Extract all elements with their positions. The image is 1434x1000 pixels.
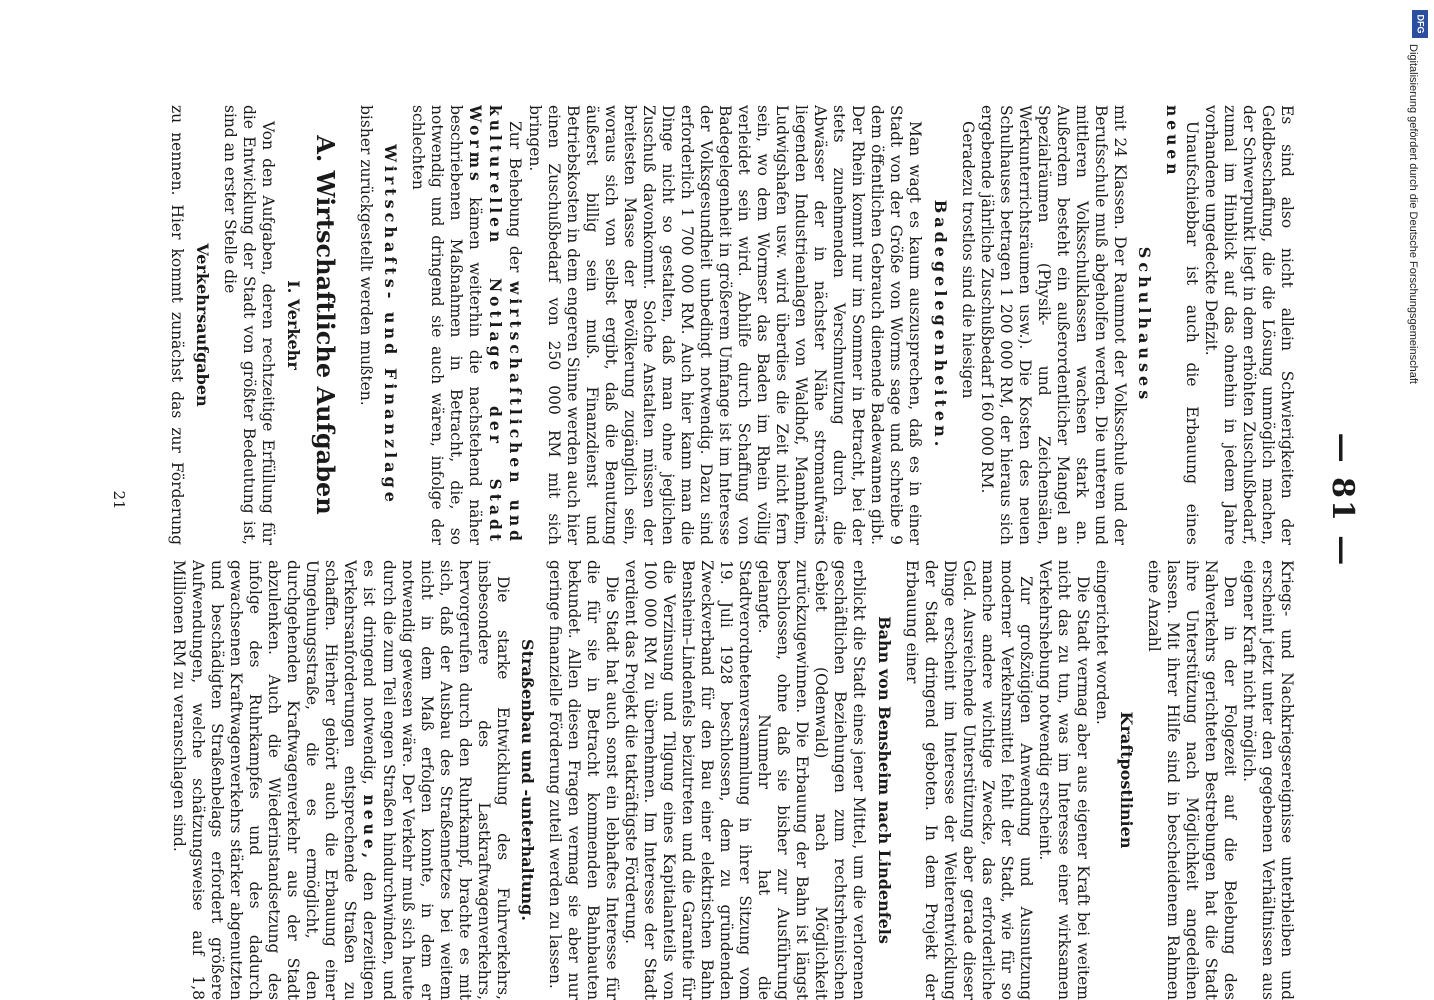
paragraph: Die Stadt vermag aber aus eigener Kraft bei weitem nicht das zu tun, was im Interesse einer wirksamen Verkehrshebung notwendig erscheint. [1035, 560, 1092, 1000]
paragraph: erblickt die Stadt eines jener Mittel, um die verlorenen geschäftlichen Beziehungen zum rechtsrheinischen Gebiet (Odenwald) nach Möglichkeit zurückzugewinnen. Die Erbauung der Bahn ist längst beschlossen, ohne daß sie bisher zur Ausführung gelangte. Nunmehr hat die Stadtverordnetenversammlung in ihrer Sitzung vom 19. Juli 1928 beschlossen, dem zu gründenden Zweckverband für den Bau einer elektrischen Bahn Bensheim–Lindenfels beizutreten und die Garantie für die Verzinsung und Tilgung eines Kapitalanteils von 100 000 RM zu übernehmen. Im Interesse der Stadt verdient das Projekt die tatkräftigste Förderung. [622, 560, 869, 1000]
heading-bahn: Bahn von Bensheim nach Lindenfels [874, 616, 894, 944]
heading-verkehr: I. Verkehr [283, 280, 303, 370]
paragraph: Von den Aufgaben, deren rechtzeitige Erfüllung für die Entwicklung der Stadt von größter Bedeutung ist, sind an erster Stelle die [220, 105, 277, 545]
digitization-credit: Digitalisierung gefördert durch die Deutsche Forschungsgemeinschaft [1407, 44, 1419, 384]
heading-schulhaus: Schulhauses [1135, 246, 1155, 404]
paragraph-text: Unaufschiebbar ist auch die Erbauung eines [1183, 121, 1202, 545]
paragraph: eingerichtet worden. [1092, 560, 1111, 725]
heading-section-a: A. Wirtschaftliche Aufgaben [310, 135, 340, 515]
heading-wirtschaftslage: Wirtschafts- und Finanzlage [381, 144, 401, 506]
paragraph: Es sind also nicht allein Schwierigkeiten der Geldbeschaffung, die die Lösung unmöglich machen, der Schwerpunkt liegt in dem erhöhten Zuschußbedarf, zumal im Hinblick auf das ohnehin in jedem Jahre vorhandene ungedeckte Defizit. [1202, 105, 1296, 545]
paragraph: Geradezu trostlos sind die hiesigen [958, 121, 977, 399]
paragraph: Zur großzügigen Anwendung und Ausnutzung moderner Verkehrsmittel fehlt der Stadt, wie für so manche andere wichtige Zwecke, das erforderliche Geld. Ausreichende Unterstützung aber gerade dieser Dinge erscheint im Interesse der Weiterentwicklung der Stadt dringend geboten. In dem Projekt der Erbauung einer [902, 560, 1035, 1000]
paragraph [1162, 105, 1201, 545]
left-column [166, 105, 1296, 545]
paragraph-text: den derzeitigen Verkehrsanforderungen entsprechende Straßen zu schaffen. Hierher gehört auch die Erbauung einer Umgehungsstraße, die es ermöglicht, den durchgehenden Kraftwagenverkehr aus der Stadt abzulenken. Auch die Wiederinstandsetzung des infolge des Ruhrkampfes und des dadurch gewachsenen Kraftwagenverkehrs stärker abgenutzten und beschädigten Straßenbelags erfordert größere Aufwendungen, welche schätzungsweise auf 1,8 Millionen RM zu veranschlagen sind. [170, 560, 378, 1000]
paragraph-text: Die starke Entwicklung des Fuhrverkehrs, insbesondere des Lastkraftwagenverkehrs, hervorgerufen durch den Ruhrkampf, brachte es mit sich, daß der Ausbau des Straßennetzes bei weitem nicht in dem Maß erfolgen konnte, in dem er notwendig gewesen wäre. Der Verkehr muß sich heute durch die zum Teil engen Straßen hindurchwinden, und es ist dringend notwendig, [359, 560, 512, 1000]
paragraph-text: kämen weiterhin die nachstehend näher beschriebenen Maßnahmen in Betracht, die, so notwendig und dringend sie auch wären, infolge der schlechten [409, 105, 485, 545]
spaced-word: neue, [359, 794, 379, 863]
dfg-logo [1412, 10, 1428, 38]
heading-strassenbau: Straßenbau und -unterhaltung. [518, 639, 538, 921]
spaced-word: neuen [1163, 105, 1183, 179]
heading-kraftpostlinien: Kraftpostlinien [1117, 711, 1137, 849]
heading-badegelegenheiten: Badegelegenheiten. [930, 199, 950, 451]
paragraph: zu nennen. Hier kommt zunächst das zur Förderung [168, 105, 187, 545]
paragraph: Den in der Folgezeit auf die Belebung des Nahverkehrs gerichteten Bestrebungen hat die Stadt ihre Unterstützung nach Möglichkeit angedeihen lassen. Mit ihrer Hilfe sind in bescheidenem Rahmen eine Anzahl [1145, 560, 1240, 1000]
right-column [166, 560, 1296, 1000]
paragraph: Die Stadt hat auch sonst ein lebhaftes Interesse für die für sie in Betracht kommenden Bahnbauten bekundet. Allen diesen Fragen vermag sie aber nur geringe finanzielle Förderung zuteil werden zu lassen. [546, 560, 622, 1000]
paragraph: mit 24 Klassen. Der Raumnot der Volksschule und der Berufsschule muß abgeholfen werden. Die unteren und mittleren Volksschulklassen wachsen stark an. Außerdem besteht ein außerordentlicher Mangel an Spezialräumen (Physik- und Zeichensälen, Werkunterrichtsräumen usw.). Die Kosten des neuen Schulhauses betragen 1 200 000 RM, der hieraus sich ergebende jährliche Zuschußbedarf 160 000 RM. [977, 105, 1129, 545]
paragraph [408, 105, 525, 545]
page-number: — 81 — [1325, 432, 1360, 568]
dfg-logo-text: DFG [1415, 14, 1425, 34]
paragraph-text: Zur Behebung der [506, 121, 525, 273]
paragraph: bisher zurückgestellt werden mußten. [356, 105, 375, 406]
paragraph [169, 560, 512, 1000]
folio-number: 21 [110, 490, 128, 510]
spaced-phrase: wirtschaftlichen und kulturellen Notlage der Stadt Worms [466, 105, 526, 545]
heading-verkehrsaufgaben: Verkehrsaufgaben [192, 243, 212, 407]
paragraph: Man wagt es kaum auszusprechen, daß es in einer Stadt von der Größe von Worms sage und schreibe 9 dem öffentlichen Gebrauch dienende Badewannen gibt. Der Rhein kommt nur im Sommer in Betracht, bei der stets zunehmenden Verschmutzung durch die Abwässer der in nächster Nähe stromaufwärts liegenden Industrieanlagen von Waldhof, Mannheim, Ludwigshafen usw. wird überdies die Zeit nicht fern sein, wo dem Wormser das Baden im Rhein völlig verleidet sein wird. Abhilfe durch Schaffung von Badegelegenheit in größerem Umfange ist im Interesse der Volksgesundheit unbedingt notwendig. Dazu sind erforderlich 1 700 000 RM. Auch hier kann man die Dinge nicht so gestalten, daß man ohne jeglichen Zuschuß davonkommt. Solche Anstalten müssen der breitesten Masse der Bevölkerung zugänglich sein, woraus sich von selbst ergibt, daß die Benutzung äußerst billig sein muß. Finanzdienst und Betriebskosten in dem engeren Sinne werden auch hier einen Zuschußbedarf von 250 000 RM mit sich bringen. [526, 105, 925, 545]
paragraph: Kriegs- und Nachkriegsereignisse unterbleiben und erscheint jetzt unter den gegebenen Verhältnissen aus eigener Kraft nicht möglich. [1240, 560, 1296, 1000]
